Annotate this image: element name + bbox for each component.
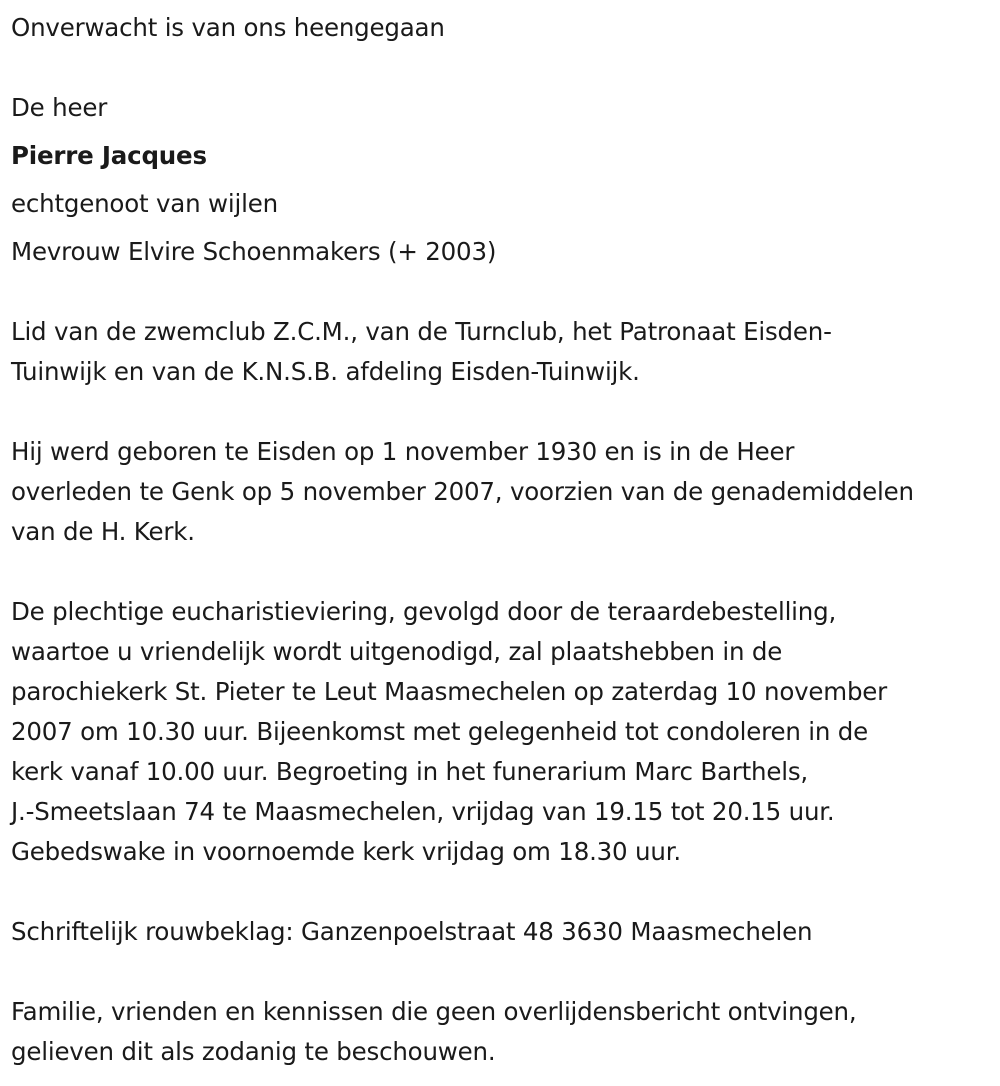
condolence-address: Schriftelijk rouwbeklag: Ganzenpoelstraat 48 3630 Maasmechelen bbox=[11, 917, 813, 946]
paragraph-line: Gebedswake in voornoemde kerk vrijdag om 18.30 uur. bbox=[11, 837, 681, 866]
paragraph-line: kerk vanaf 10.00 uur. Begroeting in het funerarium Marc Barthels, bbox=[11, 757, 809, 786]
deceased-name: Pierre Jacques bbox=[11, 141, 207, 170]
paragraph-line: parochiekerk St. Pieter te Leut Maasmechelen op zaterdag 10 november bbox=[11, 677, 888, 706]
paragraph-line: 2007 om 10.30 uur. Bijeenkomst met gelegenheid tot condoleren in de bbox=[11, 717, 868, 746]
spouse-name: Mevrouw Elvire Schoenmakers (+ 2003) bbox=[11, 237, 497, 266]
birth-death-paragraph bbox=[11, 432, 990, 552]
paragraph-line: overleden te Genk op 5 november 2007, voorzien van de genademiddelen bbox=[11, 477, 914, 506]
paragraph-line: Hij werd geboren te Eisden op 1 november 1930 en is in de Heer bbox=[11, 437, 795, 466]
paragraph-line: gelieven dit als zodanig te beschouwen. bbox=[11, 1037, 496, 1066]
spacer bbox=[11, 272, 990, 312]
intro-text: Onverwacht is van ons heengegaan bbox=[11, 13, 445, 42]
paragraph-line: Lid van de zwemclub Z.C.M., van de Turnclub, het Patronaat Eisden- bbox=[11, 317, 832, 346]
spacer bbox=[11, 392, 990, 432]
paragraph-line: waartoe u vriendelijk wordt uitgenodigd, zal plaatshebben in de bbox=[11, 637, 783, 666]
spacer bbox=[11, 952, 990, 992]
ceremony-paragraph bbox=[11, 592, 990, 872]
spacer bbox=[11, 552, 990, 592]
spacer bbox=[11, 872, 990, 912]
membership-paragraph bbox=[11, 312, 990, 392]
paragraph-line: J.-Smeetslaan 74 te Maasmechelen, vrijdag van 19.15 tot 20.15 uur. bbox=[11, 797, 835, 826]
spacer bbox=[11, 48, 990, 88]
closing-paragraph bbox=[11, 992, 990, 1072]
spouse-relation: echtgenoot van wijlen bbox=[11, 189, 278, 218]
paragraph-line: Tuinwijk en van de K.N.S.B. afdeling Eisden-Tuinwijk. bbox=[11, 357, 640, 386]
paragraph-line: Familie, vrienden en kennissen die geen overlijdensbericht ontvingen, bbox=[11, 997, 857, 1026]
salutation: De heer bbox=[11, 93, 108, 122]
paragraph-line: van de H. Kerk. bbox=[11, 517, 195, 546]
paragraph-line: De plechtige eucharistieviering, gevolgd door de teraardebestelling, bbox=[11, 597, 837, 626]
